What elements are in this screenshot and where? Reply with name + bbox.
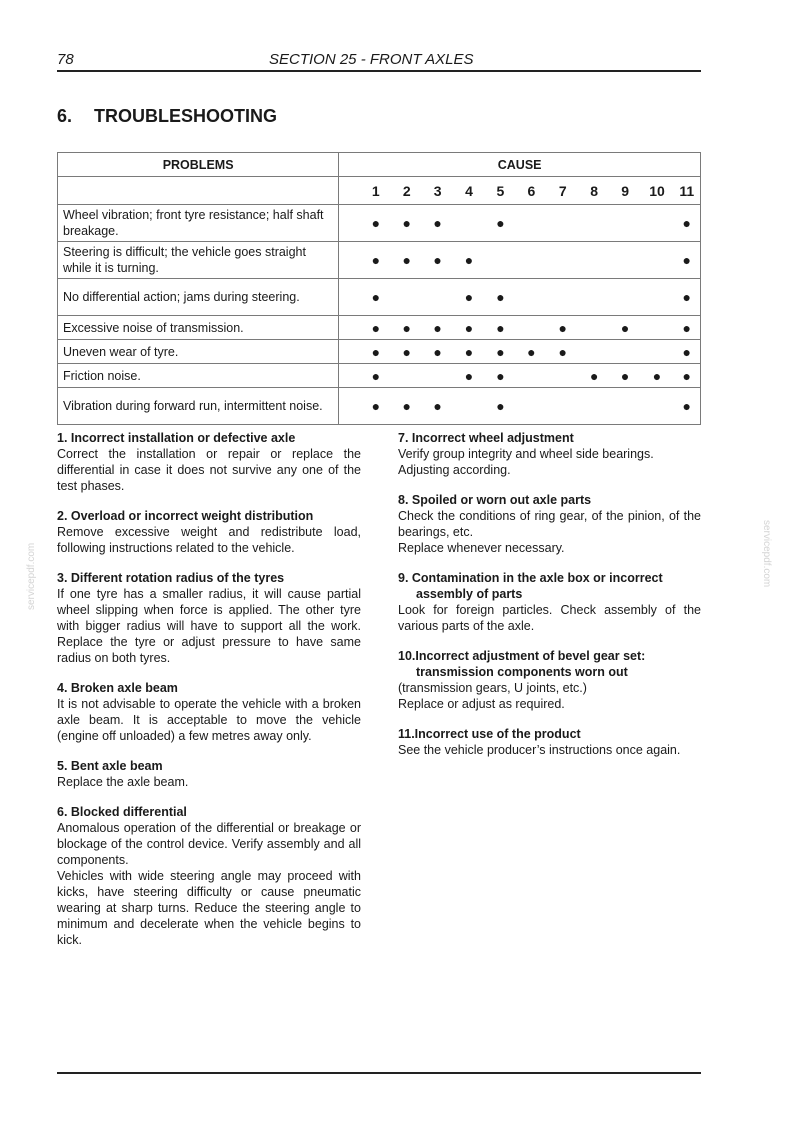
troubleshooting-table [57, 152, 701, 425]
cause-dot: ● [360, 388, 391, 425]
cause-dot: ● [422, 388, 453, 425]
cause-dot: ● [391, 316, 422, 340]
cause-item [398, 492, 701, 556]
cause-dot: ● [391, 205, 422, 242]
cause-description: Look for foreign particles. Check assembly of the various parts of the axle. [398, 603, 701, 633]
cause-title: 5. Bent axle beam [57, 759, 163, 773]
problem-cell: Steering is difficult; the vehicle goes straight while it is turning. [58, 242, 339, 279]
cause-item [398, 430, 701, 478]
cause-dot: ● [391, 340, 422, 364]
cause-empty [422, 279, 453, 316]
cause-dot: ● [422, 205, 453, 242]
cause-item [398, 648, 701, 712]
table-row [58, 242, 701, 279]
footer-rule [57, 1072, 701, 1074]
cause-dot: ● [360, 279, 391, 316]
cause-dot: ● [360, 340, 391, 364]
cause-empty [641, 242, 674, 279]
row-spacer [339, 340, 361, 364]
cause-dot: ● [610, 364, 641, 388]
table-body [58, 177, 701, 425]
cause-empty [579, 205, 610, 242]
problem-cell: Friction noise. [58, 364, 339, 388]
cause-number: 1 [360, 177, 391, 205]
cause-number-blank [58, 177, 339, 205]
cause-dot: ● [485, 340, 516, 364]
cause-empty [516, 316, 547, 340]
problem-cell: Vibration during forward run, intermittent noise. [58, 388, 339, 425]
cause-dot: ● [547, 340, 579, 364]
cause-empty [547, 242, 579, 279]
cause-dot: ● [422, 340, 453, 364]
cause-empty [641, 279, 674, 316]
cause-dot: ● [422, 316, 453, 340]
cause-empty [610, 279, 641, 316]
cause-dot: ● [453, 364, 485, 388]
cause-empty [547, 364, 579, 388]
cause-dot: ● [674, 242, 701, 279]
row-spacer [339, 316, 361, 340]
cause-dot: ● [674, 388, 701, 425]
cause-empty [579, 388, 610, 425]
cause-item [57, 508, 361, 556]
cause-number: 2 [391, 177, 422, 205]
cause-item [398, 726, 701, 758]
problem-cell: Wheel vibration; front tyre resistance; half shaft breakage. [58, 205, 339, 242]
cause-number-row [58, 177, 701, 205]
cause-empty [610, 388, 641, 425]
cause-dot: ● [674, 340, 701, 364]
row-spacer [339, 388, 361, 425]
cause-title: 9. Contamination in the axle box or incorrect assembly of parts [398, 571, 663, 601]
cause-dot: ● [360, 205, 391, 242]
section-title: SECTION 25 - FRONT AXLES [269, 51, 474, 68]
table-row [58, 316, 701, 340]
cause-number: 4 [453, 177, 485, 205]
cause-dot: ● [674, 316, 701, 340]
cause-dot: ● [674, 205, 701, 242]
cause-number: 6 [516, 177, 547, 205]
cause-empty [641, 340, 674, 364]
cause-dot: ● [485, 388, 516, 425]
cause-description: Verify group integrity and wheel side bearings. [398, 447, 654, 461]
cause-description: Anomalous operation of the differential or breakage or blockage of the control device. Verify assembly and all components. [57, 821, 361, 867]
cause-empty [547, 205, 579, 242]
title-number: 6. [57, 106, 73, 126]
cause-title: 6. Blocked differential [57, 805, 187, 819]
cause-dot: ● [360, 316, 391, 340]
cause-dot: ● [453, 316, 485, 340]
table-row [58, 340, 701, 364]
cause-empty [579, 242, 610, 279]
cause-description: See the vehicle producer’s instructions once again. [398, 743, 681, 757]
cause-dot: ● [453, 340, 485, 364]
cause-item [57, 430, 361, 494]
cause-empty [422, 364, 453, 388]
cause-item [57, 680, 361, 744]
table-row [58, 388, 701, 425]
cause-empty [641, 388, 674, 425]
cause-dot: ● [674, 279, 701, 316]
cause-description: Adjusting according. [398, 463, 511, 477]
cause-dot: ● [391, 388, 422, 425]
cause-item [398, 570, 701, 634]
page-header [57, 50, 701, 72]
cause-empty [516, 388, 547, 425]
cause-dot: ● [485, 205, 516, 242]
cause-dot: ● [391, 242, 422, 279]
cause-dot: ● [485, 316, 516, 340]
cause-title: 4. Broken axle beam [57, 681, 178, 695]
cause-header: CAUSE [339, 153, 701, 177]
cause-empty [610, 340, 641, 364]
cause-item [57, 758, 361, 790]
cause-number: 5 [485, 177, 516, 205]
table-row [58, 205, 701, 242]
cause-item [57, 804, 361, 948]
cause-description: Replace whenever necessary. [398, 541, 565, 555]
problems-header: PROBLEMS [58, 153, 339, 177]
cause-empty [547, 279, 579, 316]
cause-empty [516, 242, 547, 279]
title-text: TROUBLESHOOTING [94, 106, 277, 126]
cause-dot: ● [453, 279, 485, 316]
cause-dot: ● [516, 340, 547, 364]
cause-description: Check the conditions of ring gear, of the pinion, of the bearings, etc. [398, 509, 701, 539]
cause-empty [453, 388, 485, 425]
cause-title: 10.Incorrect adjustment of bevel gear set: transmission components worn out [398, 649, 646, 679]
cause-dot: ● [453, 242, 485, 279]
problem-cell: Uneven wear of tyre. [58, 340, 339, 364]
cause-description: Replace or adjust as required. [398, 697, 565, 711]
problem-cell: No differential action; jams during steering. [58, 279, 339, 316]
cause-empty [579, 316, 610, 340]
page-title [57, 106, 277, 127]
row-spacer [339, 279, 361, 316]
cause-description: Replace the axle beam. [57, 775, 189, 789]
cause-title: 1. Incorrect installation or defective axle [57, 431, 296, 445]
causes-left-column [57, 430, 361, 962]
row-spacer [339, 364, 361, 388]
cause-title: 3. Different rotation radius of the tyres [57, 571, 285, 585]
cause-description: It is not advisable to operate the vehicle with a broken axle beam. It is acceptable to move the vehicle (engine off unloaded) a few metres away only. [57, 697, 361, 743]
cause-empty [516, 279, 547, 316]
table-row [58, 279, 701, 316]
cause-title: 2. Overload or incorrect weight distribution [57, 509, 314, 523]
cause-dot: ● [641, 364, 674, 388]
cause-title: 11.Incorrect use of the product [398, 727, 581, 741]
cause-empty [391, 364, 422, 388]
cause-empty [579, 279, 610, 316]
cause-number: 7 [547, 177, 579, 205]
cause-description: (transmission gears, U joints, etc.) [398, 681, 587, 695]
cause-dot: ● [485, 364, 516, 388]
cause-title: 7. Incorrect wheel adjustment [398, 431, 574, 445]
cause-empty [453, 205, 485, 242]
watermark-right: servicepdf.com [761, 520, 772, 588]
cause-dot: ● [547, 316, 579, 340]
cause-number: 11 [674, 177, 701, 205]
cause-number: 10 [641, 177, 674, 205]
causes-right-column [398, 430, 701, 772]
cause-empty [610, 242, 641, 279]
cause-description: Remove excessive weight and redistribute load, following instructions related to the vehicle. [57, 525, 361, 555]
row-spacer [339, 205, 361, 242]
cause-number: 8 [579, 177, 610, 205]
cause-dot: ● [674, 364, 701, 388]
cause-number: 3 [422, 177, 453, 205]
cause-description: If one tyre has a smaller radius, it will cause partial wheel slipping when force is applied. The other tyre with bigger radius will have to support all the work. Replace the tyre or adjust pressure to have same radius on both tyres. [57, 587, 361, 665]
cause-dot: ● [422, 242, 453, 279]
cause-dot: ● [485, 279, 516, 316]
cause-item [57, 570, 361, 666]
watermark-left: servicepdf.com [26, 542, 37, 610]
cause-title: 8. Spoiled or worn out axle parts [398, 493, 592, 507]
cause-empty [391, 279, 422, 316]
cause-dot: ● [579, 364, 610, 388]
row-spacer [339, 242, 361, 279]
table-row [58, 364, 701, 388]
cause-description: Correct the installation or repair or replace the differential in case it does not survive any one of the test phases. [57, 447, 361, 493]
cause-empty [485, 242, 516, 279]
cause-number: 9 [610, 177, 641, 205]
problem-cell: Excessive noise of transmission. [58, 316, 339, 340]
cause-description: Vehicles with wide steering angle may proceed with kicks, have steering difficulty or cause pneumatic wearing at sharp turns. Reduce the steering angle to minimum and decelerate when the vehicle begins to kick. [57, 869, 361, 947]
cause-dot: ● [610, 316, 641, 340]
cause-empty [516, 364, 547, 388]
cause-number-spacer [339, 177, 361, 205]
cause-empty [610, 205, 641, 242]
cause-dot: ● [360, 364, 391, 388]
cause-empty [516, 205, 547, 242]
cause-dot: ● [360, 242, 391, 279]
cause-empty [547, 388, 579, 425]
cause-empty [641, 316, 674, 340]
cause-empty [579, 340, 610, 364]
page-number: 78 [57, 51, 74, 68]
cause-empty [641, 205, 674, 242]
